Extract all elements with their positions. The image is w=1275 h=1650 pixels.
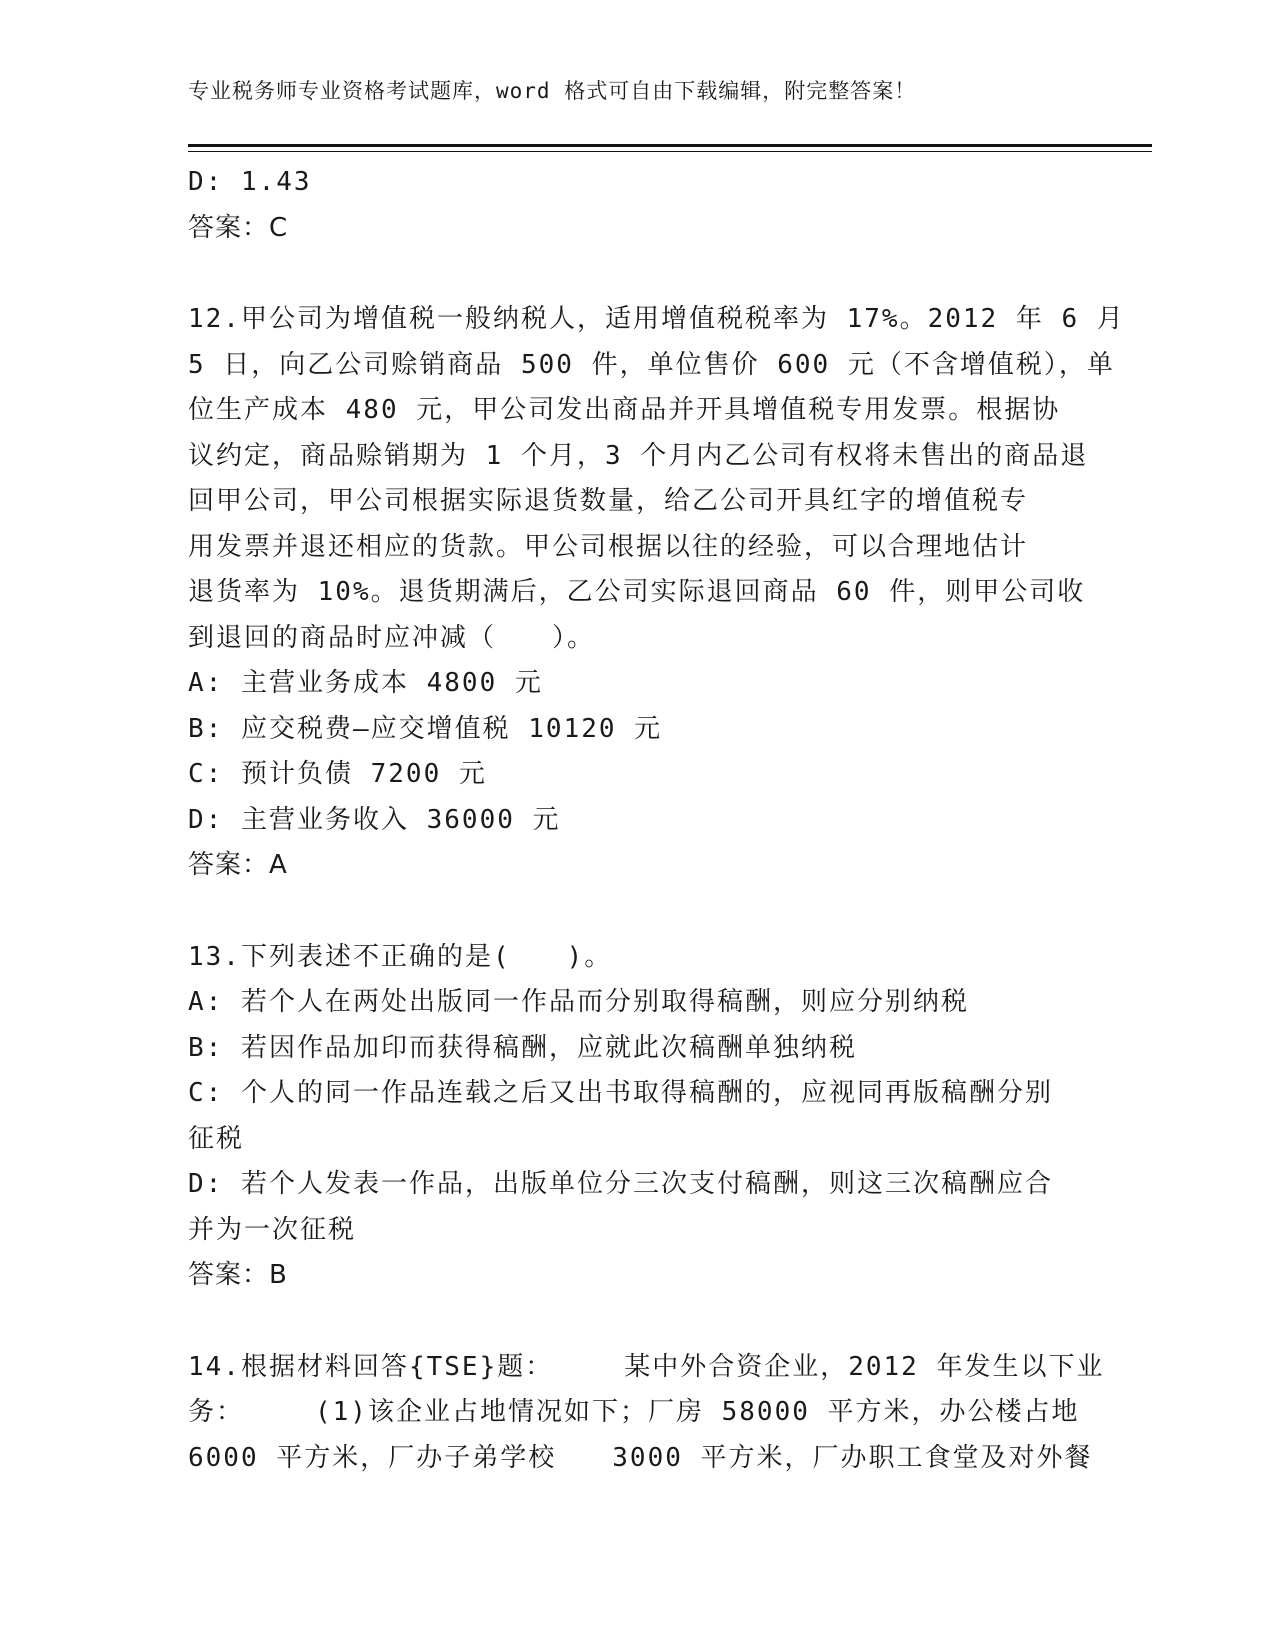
q12-option-c: C: 预计负债 7200 元 — [188, 759, 487, 789]
q12-answer: 答案：A — [188, 850, 288, 880]
q13-option-line: 并为一次征税 — [188, 1214, 357, 1245]
q13-option-line: D: 若个人发表一作品，出版单位分三次支付稿酬，则这三次稿酬应合 — [188, 1169, 1053, 1199]
question-12 — [188, 297, 1125, 889]
q14-stem-line: 务： (1)该企业占地情况如下；厂房 58000 平方米，办公楼占地 — [188, 1397, 1080, 1427]
q13-answer: 答案：B — [188, 1260, 288, 1290]
spacer — [188, 889, 1088, 935]
prev-answer: 答案：C — [188, 212, 289, 243]
q12-stem-line: 12.甲公司为增值税一般纳税人，适用增值税税率为 17%。2012 年 6 月 — [188, 304, 1125, 334]
q13-stem: 13.下列表述不正确的是( )。 — [188, 941, 613, 972]
question-14 — [188, 1345, 1105, 1482]
q12-stem-line: 退货率为 10%。退货期满后，乙公司实际退回商品 60 件，则甲公司收 — [188, 577, 1086, 607]
q12-stem-line: 位生产成本 480 元，甲公司发出商品并开具增值税专用发票。根据协 — [188, 395, 1061, 425]
q12-stem-line: 用发票并退还相应的货款。甲公司根据以往的经验，可以合理地估计 — [188, 531, 1029, 562]
header-rule — [188, 144, 1152, 147]
prev-option-d: D: 1.43 — [188, 167, 312, 197]
document-body — [188, 160, 1125, 1481]
q13-option-line: A: 若个人在两处出版同一作品而分别取得稿酬，则应分别纳税 — [188, 987, 969, 1017]
q12-stem-line: 5 日，向乙公司赊销商品 500 件，单位售价 600 元（不含增值税），单 — [188, 349, 1115, 380]
q13-option-line: C: 个人的同一作品连载之后又出书取得稿酬的，应视同再版稿酬分别 — [188, 1078, 1053, 1108]
q14-stem-line: 6000 平方米，厂办子弟学校 3000 平方米，厂办职工食堂及对外餐 — [188, 1442, 1093, 1473]
q12-option-d: D: 主营业务收入 36000 元 — [188, 804, 561, 835]
q13-option-line: B: 若因作品加印而获得稿酬，应就此次稿酬单独纳税 — [188, 1032, 857, 1063]
q12-stem-line: 到退回的商品时应冲减（ ）。 — [188, 622, 596, 653]
spacer — [188, 251, 1088, 297]
q12-option-a: A: 主营业务成本 4800 元 — [188, 668, 543, 698]
question-13 — [188, 935, 1088, 1299]
q12-stem-line: 回甲公司，甲公司根据实际退货数量，给乙公司开具红字的增值税专 — [188, 486, 1029, 516]
q13-option-line: 征税 — [188, 1123, 245, 1154]
q12-option-b: B: 应交税费—应交增值税 10120 元 — [188, 713, 663, 744]
spacer — [188, 1299, 1088, 1345]
header-rule-thin — [188, 151, 1152, 152]
page-header: 专业税务师专业资格考试题库，word 格式可自由下载编辑，附完整答案！ — [188, 79, 917, 103]
q12-stem-line: 议约定，商品赊销期为 1 个月，3 个月内乙公司有权将未售出的商品退 — [188, 440, 1089, 471]
q14-stem-line: 14.根据材料回答{TSE}题： 某中外合资企业，2012 年发生以下业 — [188, 1351, 1105, 1382]
